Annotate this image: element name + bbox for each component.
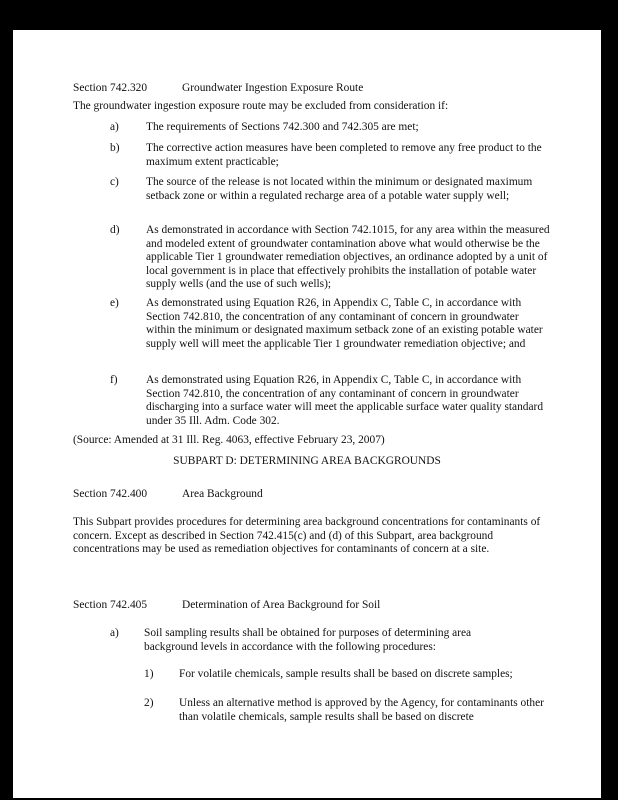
section-742-400-title: Area Background — [182, 488, 263, 500]
source-note: (Source: Amended at 31 Ill. Reg. 4063, effective February 23, 2007) — [73, 434, 385, 446]
section-742-405-title: Determination of Area Background for Soil — [182, 599, 381, 611]
section-742-400-body: This Subpart provides procedures for determining area background concentrations for contaminants of concern. Except as described in Section 742.415(c) and (d) of this Subpart, area background concentrations may be used as remediation objectives for contaminants of concern at a site. — [73, 516, 541, 556]
list-item-label: b) — [110, 142, 120, 154]
sub-item-label: 1) — [144, 668, 154, 680]
list-item-text: The corrective action measures have been completed to remove any free product to the maximum extent practicable; — [146, 142, 542, 168]
section-742-320-intro: The groundwater ingestion exposure route may be excluded from consideration if: — [73, 100, 449, 112]
list-item-label: f) — [110, 374, 118, 386]
section-742-400-label: Section 742.400 — [73, 488, 148, 500]
list-item-text: The source of the release is not located within the minimum or designated maximum setback zone or within a regulated recharge area of a potable water supply well; — [146, 176, 533, 202]
list-item-label: d) — [110, 224, 120, 236]
section-742-320-title: Groundwater Ingestion Exposure Route — [182, 82, 364, 94]
sub-item-label: 2) — [144, 697, 154, 709]
list-item-text: The requirements of Sections 742.300 and 742.305 are met; — [146, 121, 419, 133]
list-item-text: As demonstrated in accordance with Section 742.1015, for any area within the measured and modeled extent of groundwater contamination above what would otherwise be the applicable Tier 1 groundwater remediation objectives, an ordinance adopted by a unit of local government is in place that effectively prohibits the installation of potable water supply wells (and the use of such wells); — [146, 224, 550, 291]
list-item-text: As demonstrated using Equation R26, in Appendix C, Table C, in accordance with Section 742.810, the concentration of any contaminant of concern in groundwater discharging into a surface water will meet the applicable surface water quality standard under 35 Ill. Adm. Code 302. — [146, 374, 544, 427]
subpart-heading: SUBPART D: DETERMINING AREA BACKGROUNDS — [173, 455, 441, 467]
list-item-label: e) — [110, 297, 119, 309]
document-page — [13, 30, 601, 798]
sub-item-text: For volatile chemicals, sample results shall be based on discrete samples; — [179, 668, 513, 680]
list-item-label: a) — [110, 121, 119, 133]
list-item-text: Soil sampling results shall be obtained for purposes of determining area background levels in accordance with the following procedures: — [144, 627, 472, 653]
list-item-label: c) — [110, 176, 119, 188]
list-item-text: As demonstrated using Equation R26, in Appendix C, Table C, in accordance with Section 742.810, the concentration of any contaminant of concern in groundwater within the minimum or designated maximum setback zone of an existing potable water supply well will meet the applicable Tier 1 groundwater remediation objective; and — [146, 297, 543, 350]
list-item-label: a) — [110, 627, 119, 639]
section-742-320-label: Section 742.320 — [73, 82, 148, 94]
section-742-405-label: Section 742.405 — [73, 599, 148, 611]
sub-item-text: Unless an alternative method is approved by the Agency, for contaminants other than volatile chemicals, sample results shall be based on discrete — [179, 697, 544, 723]
